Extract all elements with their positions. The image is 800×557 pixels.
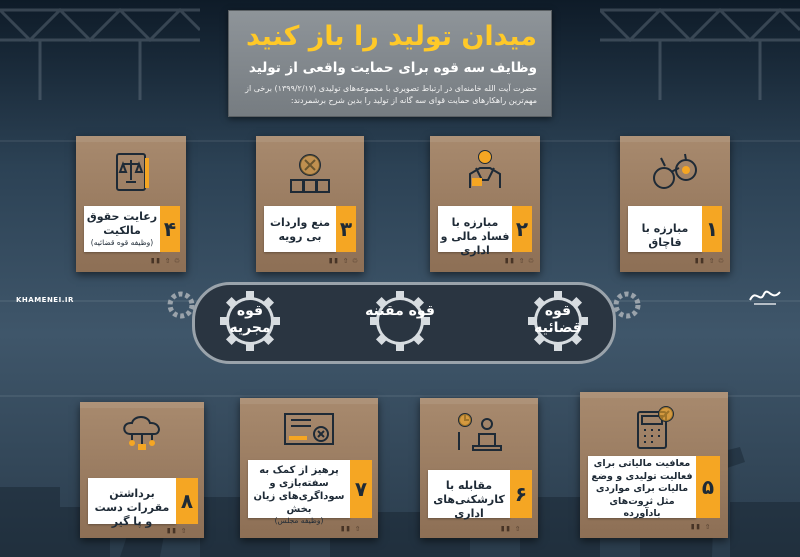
task-text: معافیت مالیاتی برای فعالیت تولیدی و وضع مالیات برای مواردی مثل ثروت‌های بادآورده: [591, 458, 693, 519]
office-worker-icon: [453, 410, 505, 454]
shipping-marks: ▮▮ ⇧ ♲: [150, 256, 180, 266]
task-box-6: [420, 398, 538, 538]
task-box-4: [76, 136, 186, 272]
task-number: ۵: [696, 456, 720, 518]
task-box-5: [580, 392, 728, 538]
task-box-8: [80, 402, 204, 538]
tax-calculator-icon: [632, 404, 676, 452]
task-number: ۷: [350, 460, 372, 518]
task-text: پرهیز از کمک به سفته‌بازی و سوداگری‌های زیان بخش: [253, 465, 345, 515]
task-label: [590, 458, 694, 521]
small-gear-icon: [166, 290, 196, 320]
task-number: ۴: [160, 206, 180, 252]
cloud-network-icon: [120, 412, 164, 452]
task-label: [630, 222, 700, 250]
task-text: مبارزه با فساد مالی و اداری: [440, 216, 510, 257]
shipping-marks: ▮▮ ⇧: [340, 524, 361, 534]
task-box-2: [430, 136, 540, 272]
branch-judiciary: قوه قضائیه: [534, 303, 582, 336]
task-label: [430, 479, 508, 521]
shipping-marks: ▮▮ ⇧: [500, 524, 521, 534]
page-title: میدان تولید را باز کنید: [245, 21, 537, 52]
task-text: مقابله با کارشکنی‌های اداری: [433, 479, 505, 520]
task-label: [250, 464, 348, 526]
shipping-marks: ▮▮ ⇧: [166, 526, 187, 536]
handcuffs-icon: [651, 150, 699, 194]
task-text: منع واردات بی رویه: [269, 216, 331, 243]
page-subtitle: وظایف سه قوه برای حمایت واقعی از تولید: [248, 60, 537, 76]
site-logo: KHAMENEI.IR: [16, 296, 74, 304]
signature-logo-icon: [748, 286, 782, 306]
shipping-marks: ▮▮ ⇧ ♲: [328, 256, 358, 266]
task-note: (وظیفه قوه قضائیه): [90, 238, 154, 247]
bribery-icon: [462, 148, 508, 194]
page-description: حضرت آیت الله خامنه‌ای در ارتباط تصویری با مجموعه‌های تولیدی (۱۳۹۹/۲/۱۷) برخی از مهم‌ترین راهکارهای حمایت قوای سه گانه از تولید را بدین شرح برشمردند:: [245, 84, 537, 105]
import-boxes-icon: [287, 150, 333, 196]
task-note: (وظیفه مجلس): [274, 516, 324, 525]
task-number: ۶: [510, 470, 532, 518]
task-label: [86, 210, 158, 248]
task-label: [90, 487, 174, 529]
task-label: [266, 216, 334, 244]
task-box-1: [620, 136, 730, 272]
gear-icon: [368, 289, 432, 353]
left-truss-decoration: [0, 0, 200, 100]
branch-legislative: قوه مقننه: [365, 303, 435, 319]
task-number: ۲: [512, 206, 532, 252]
task-number: ۸: [176, 478, 198, 524]
task-text: مبارزه با قاچاق: [641, 222, 689, 249]
shipping-marks: ▮▮ ⇧ ♲: [694, 256, 724, 266]
certificate-icon: [281, 410, 337, 448]
task-label: [440, 216, 510, 258]
right-truss-decoration: [600, 0, 800, 100]
small-gear-icon: [612, 290, 642, 320]
header-card: [228, 10, 552, 117]
task-number: ۱: [702, 206, 722, 252]
law-book-icon: [109, 150, 153, 194]
branch-executive: قوه مجریه: [229, 303, 271, 336]
shipping-marks: ▮▮ ⇧ ♲: [504, 256, 534, 266]
shipping-marks: ▮▮ ⇧: [690, 522, 711, 532]
task-number: ۳: [336, 206, 356, 252]
task-text: رعایت حقوق مالکیت: [86, 210, 158, 237]
task-text: برداشتن مقررات دست و پا گیر: [94, 487, 170, 528]
task-box-7: [240, 398, 378, 538]
task-box-3: [256, 136, 364, 272]
